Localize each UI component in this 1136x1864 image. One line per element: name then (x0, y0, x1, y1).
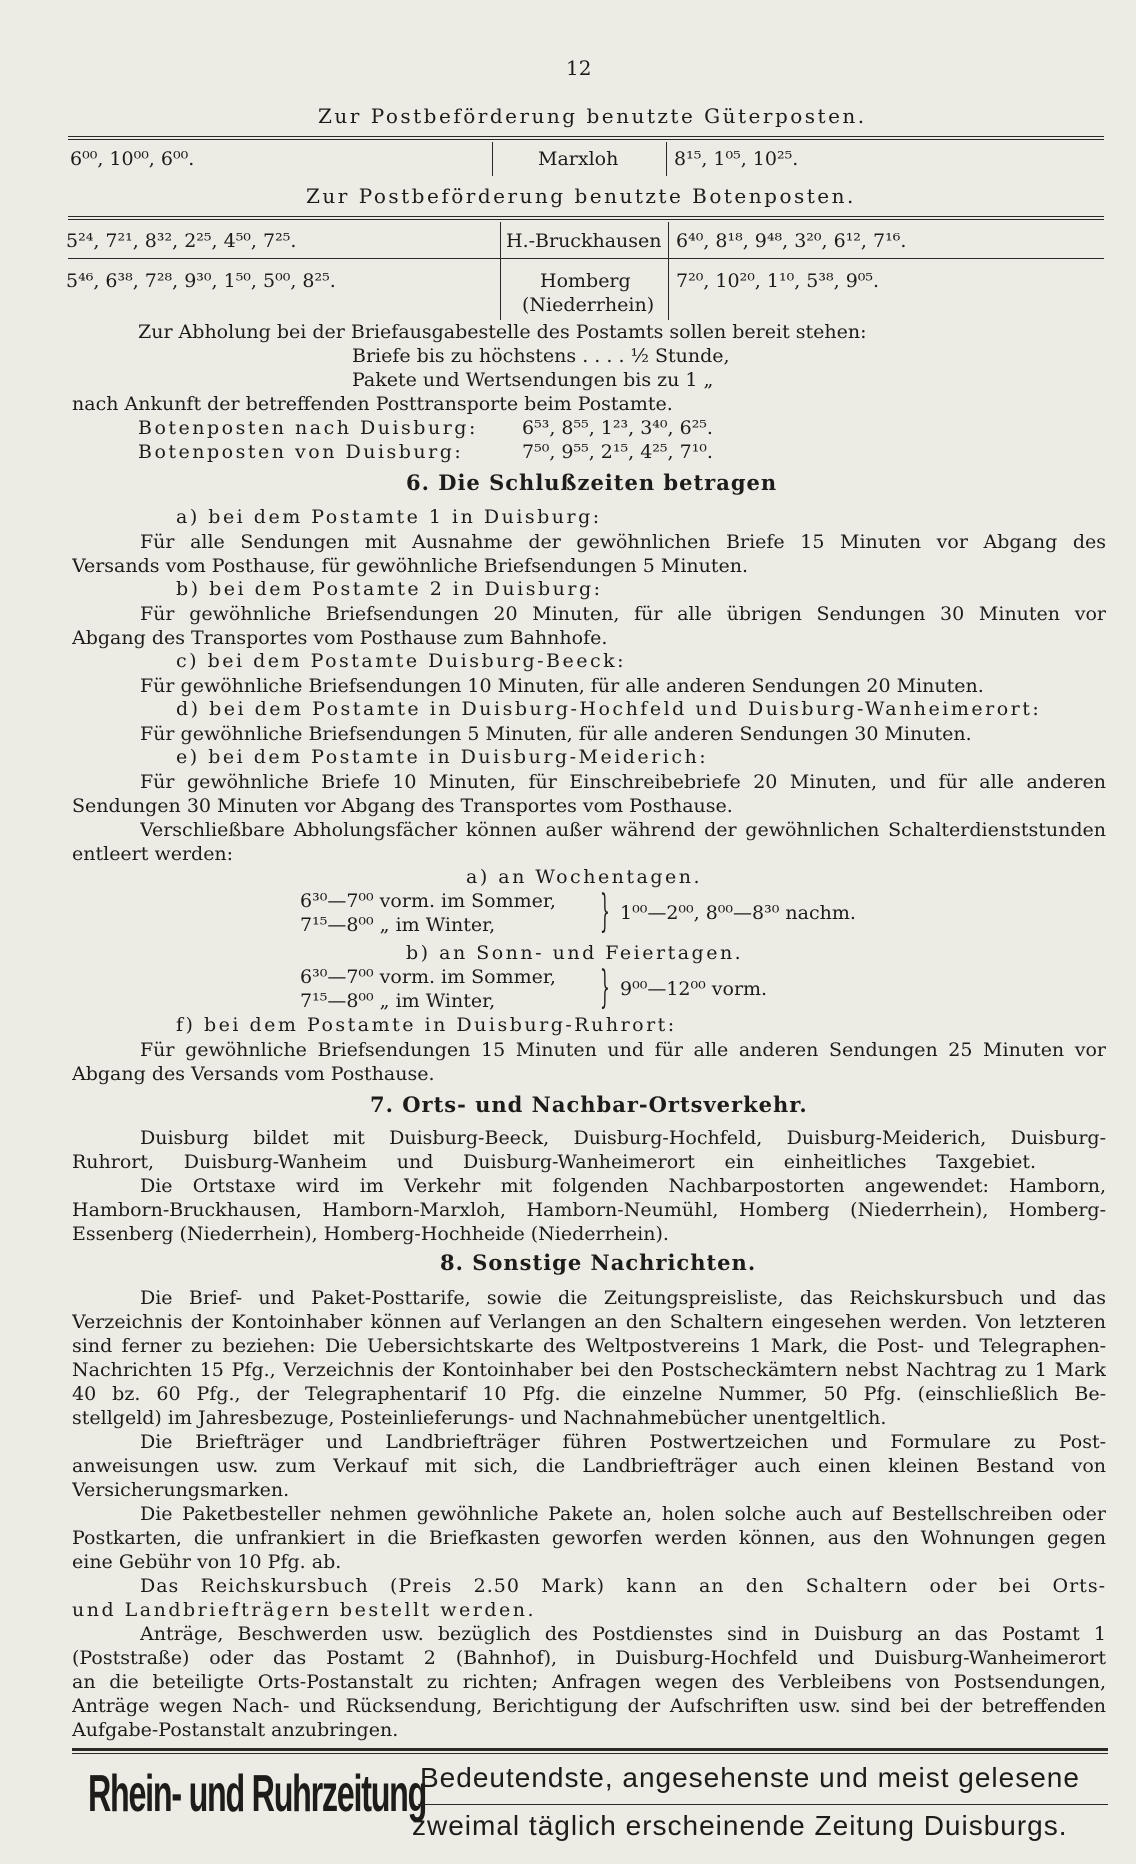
divider (68, 216, 1104, 217)
s6-a-line2: Versands vom Posthause, für gewöhnliche Briefsendungen 5 Minuten. (72, 555, 749, 577)
s8-line: an die beteiligte Orts-Postanstalt zu richten; Anfragen wegen des Verbleibens von Postsendungen, (72, 1671, 1106, 1693)
s6-e-label: e) bei dem Postamte in Duisburg-Meiderich: (176, 746, 709, 768)
boten-row1-times-out: 5²⁴, 7²¹, 8³², 2²⁵, 4⁵⁰, 7²⁵. (66, 230, 297, 252)
gueterposten-title: Zur Postbeförderung benutzte Güterposten. (318, 104, 867, 128)
ad-box[interactable] (72, 1752, 1108, 1852)
s8-line: stellgeld) im Jahresbezuge, Posteinlieferungs- und Nachnahmebücher unentgeltlich. (72, 1407, 887, 1429)
s6-wochentage-winter: 7¹⁵—8⁰⁰ „ im Winter, (300, 914, 496, 936)
s6-v-line2: entleert werden: (72, 843, 234, 865)
s6-a-line1: Für alle Sendungen mit Ausnahme der gewöhnlichen Briefe 15 Minuten vor Abgang des (140, 531, 1106, 553)
table-divider (500, 222, 501, 320)
gueter-place: Marxloh (538, 148, 619, 170)
s6-sonntage: b) an Sonn- und Feiertagen. (406, 942, 744, 964)
s6-c-label: c) bei dem Postamte Duisburg-Beeck: (176, 650, 627, 672)
s6-c-line1: Für gewöhnliche Briefsendungen 10 Minuten, für alle anderen Sendungen 20 Minuten. (140, 675, 984, 697)
s8-line: Die Brief- und Paket-Posttarife, sowie die Zeitungspreisliste, das Reichskursbuch und das (140, 1287, 1106, 1309)
s6-b-line1: Für gewöhnliche Briefsendungen 20 Minuten, für alle übrigen Sendungen 30 Minuten vor (140, 603, 1106, 625)
abholung-nach: nach Ankunft der betreffenden Posttransporte beim Postamte. (72, 393, 673, 415)
boten-row1-times-in: 6⁴⁰, 8¹⁸, 9⁴⁸, 3²⁰, 6¹², 7¹⁶. (676, 230, 907, 252)
s6-wochentage-sommer: 6³⁰—7⁰⁰ vorm. im Sommer, (300, 890, 556, 912)
s8-line: Das Reichskursbuch (Preis 2.50 Mark) kann an den Schaltern oder bei Orts- (140, 1575, 1106, 1597)
s7-line1: Duisburg bildet mit Duisburg-Beeck, Duisburg-Hochfeld, Duisburg-Meiderich, Duisburg- (140, 1127, 1106, 1149)
newspaper-title: Rhein- und Ruhrzeitung (88, 1765, 427, 1823)
s6-v-line1: Verschließbare Abholungsfächer können außer während der gewöhnlichen Schalterdienststunden (140, 819, 1106, 841)
botenposten-nach-label: Botenposten nach Duisburg: (138, 417, 478, 439)
s7-line3: Die Ortstaxe wird im Verkehr mit folgenden Nachbarpostorten angewendet: Hamborn, (140, 1175, 1106, 1197)
s8-line: 40 bz. 60 Pfg., der Telegraphentarif 10 Pfg. die einzelne Nummer, 50 Pfg. (einschließlich Be- (72, 1383, 1106, 1405)
abholung-intro: Zur Abholung bei der Briefausgabestelle des Postamts sollen bereit stehen: (138, 321, 867, 343)
divider (68, 136, 1104, 137)
s6-f-line1: Für gewöhnliche Briefsendungen 15 Minuten und für alle anderen Sendungen 25 Minuten vor (140, 1039, 1106, 1061)
s6-wochentage: a) an Wochentagen. (466, 866, 703, 888)
s8-line: eine Gebühr von 10 Pfg. ab. (72, 1551, 342, 1573)
abholung-pakete: Pakete und Wertsendungen bis zu 1 „ (352, 369, 714, 391)
s7-line2: Ruhrort, Duisburg-Wanheim und Duisburg-Wanheimerort ein einheitliches Taxgebiet. (72, 1151, 1036, 1173)
s8-line: Anträge, Beschwerden usw. bezüglich des Postdienstes sind in Duisburg an das Postamt 1 (140, 1623, 1106, 1645)
botenposten-von-label: Botenposten von Duisburg: (138, 441, 464, 463)
s6-f-line2: Abgang des Versands vom Posthause. (72, 1063, 435, 1085)
divider (68, 258, 1104, 259)
divider (68, 139, 1104, 140)
boten-row2-times-in: 7²⁰, 10²⁰, 1¹⁰, 5³⁸, 9⁰⁵. (676, 270, 880, 292)
s8-line: anweisungen usw. zum Verkauf mit sich, die Landbriefträger auch einen kleinen Bestand von (72, 1455, 1106, 1477)
boten-row2-times-out: 5⁴⁶, 6³⁸, 7²⁸, 9³⁰, 1⁵⁰, 5⁰⁰, 8²⁵. (66, 270, 336, 292)
section8-heading: 8. Sonstige Nachrichten. (440, 1250, 757, 1275)
table-divider (668, 222, 669, 320)
s8-line: Die Paketbesteller nehmen gewöhnliche Pakete an, holen solche auch auf Bestellschreiben oder (140, 1503, 1106, 1525)
s8-line: Anträge wegen Nach- und Rücksendung, Berichtigung der Aufschriften usw. sind bei der betreffenden (72, 1695, 1106, 1717)
gueter-times-in: 8¹⁵, 1⁰⁵, 10²⁵. (674, 148, 799, 170)
s6-d-line1: Für gewöhnliche Briefsendungen 5 Minuten, für alle anderen Sendungen 30 Minuten. (140, 723, 972, 745)
s6-sonntage-winter: 7¹⁵—8⁰⁰ „ im Winter, (300, 990, 496, 1012)
s7-line5: Essenberg (Niederrhein), Homberg-Hochheide (Niederrhein). (72, 1223, 669, 1245)
s6-sonntage-sommer: 6³⁰—7⁰⁰ vorm. im Sommer, (300, 966, 556, 988)
brace: } (600, 962, 610, 1013)
s6-b-line2: Abgang des Transportes vom Posthause zum Bahnhofe. (72, 627, 608, 649)
s8-line: Nachrichten 15 Pfg., Verzeichnis der Kontoinhaber bei den Postscheckämtern nebst Nachtrag zu 1 Mark (72, 1359, 1106, 1381)
botenposten-nach-times: 6⁵³, 8⁵⁵, 1²³, 3⁴⁰, 6²⁵. (522, 417, 713, 439)
s6-e-line1: Für gewöhnliche Briefe 10 Minuten, für Einschreibebriefe 20 Minuten, und für alle anderen (140, 771, 1106, 793)
brace: } (600, 886, 610, 937)
s8-line: Versicherungsmarken. (72, 1479, 290, 1501)
abholung-briefe: Briefe bis zu höchstens . . . . ½ Stunde, (352, 345, 730, 367)
s8-line: Die Briefträger und Landbriefträger führen Postwertzeichen und Formulare zu Post- (140, 1431, 1106, 1453)
botenposten-title: Zur Postbeförderung benutzte Botenposten. (306, 184, 856, 208)
section7-heading: 7. Orts- und Nachbar-Ortsverkehr. (370, 1092, 808, 1117)
s6-d-label: d) bei dem Postamte in Duisburg-Hochfeld und Duisburg-Wanheimerort: (176, 698, 1042, 720)
s6-wochentage-times: 1⁰⁰—2⁰⁰, 8⁰⁰—8³⁰ nachm. (620, 902, 856, 924)
boten-row1-place: H.-Bruckhausen (506, 230, 662, 252)
s6-sonntage-times: 9⁰⁰—12⁰⁰ vorm. (620, 978, 768, 1000)
boten-row2-place: Homberg (540, 270, 631, 292)
s6-e-line2: Sendungen 30 Minuten vor Abgang des Transportes vom Posthause. (72, 795, 733, 817)
advert-divider (418, 1804, 1108, 1805)
gueter-times-out: 6⁰⁰, 10⁰⁰, 6⁰⁰. (70, 148, 195, 170)
s6-b-label: b) bei dem Postamte 2 in Duisburg: (176, 578, 603, 600)
divider (68, 219, 1104, 220)
ad-top-rule (72, 1748, 1108, 1751)
s8-line: Aufgabe-Postanstalt anzubringen. (72, 1719, 399, 1741)
boten-row2-place-sub: (Niederrhein) (522, 294, 655, 316)
s6-f-label: f) bei dem Postamte in Duisburg-Ruhrort: (176, 1014, 677, 1036)
table-divider (492, 142, 493, 176)
s7-line4: Hamborn-Bruckhausen, Hamborn-Marxloh, Hamborn-Neumühl, Homberg (Niederrhein), Homberg- (72, 1199, 1106, 1221)
s8-line: Postkarten, die unfrankiert in die Briefkasten geworfen werden können, aus den Wohnungen gegen (72, 1527, 1106, 1549)
s6-a-label: a) bei dem Postamte 1 in Duisburg: (176, 506, 602, 528)
s8-line: Verzeichnis der Kontoinhaber können auf Verlangen an den Schaltern eingesehen werden. Von letzteren (72, 1311, 1106, 1333)
section6-heading: 6. Die Schlußzeiten betragen (406, 470, 778, 495)
s8-line: und Landbriefträgern bestellt werden. (72, 1599, 537, 1621)
advert-line1: Bedeutendste, angesehenste und meist gelesene (420, 1762, 1080, 1793)
s8-line: sind ferner zu beziehen: Die Uebersichtskarte des Weltpostvereins 1 Mark, die Post- und Telegraphen- (72, 1335, 1106, 1357)
botenposten-von-times: 7⁵⁰, 9⁵⁵, 2¹⁵, 4²⁵, 7¹⁰. (522, 441, 713, 463)
s8-line: (Poststraße) oder das Postamt 2 (Bahnhof), in Duisburg-Hochfeld und Duisburg-Wanheimerort (72, 1647, 1106, 1669)
advert-line2: zweimal täglich erscheinende Zeitung Duisburgs. (412, 1810, 1068, 1841)
page-number: 12 (566, 56, 592, 80)
table-divider (666, 142, 667, 176)
